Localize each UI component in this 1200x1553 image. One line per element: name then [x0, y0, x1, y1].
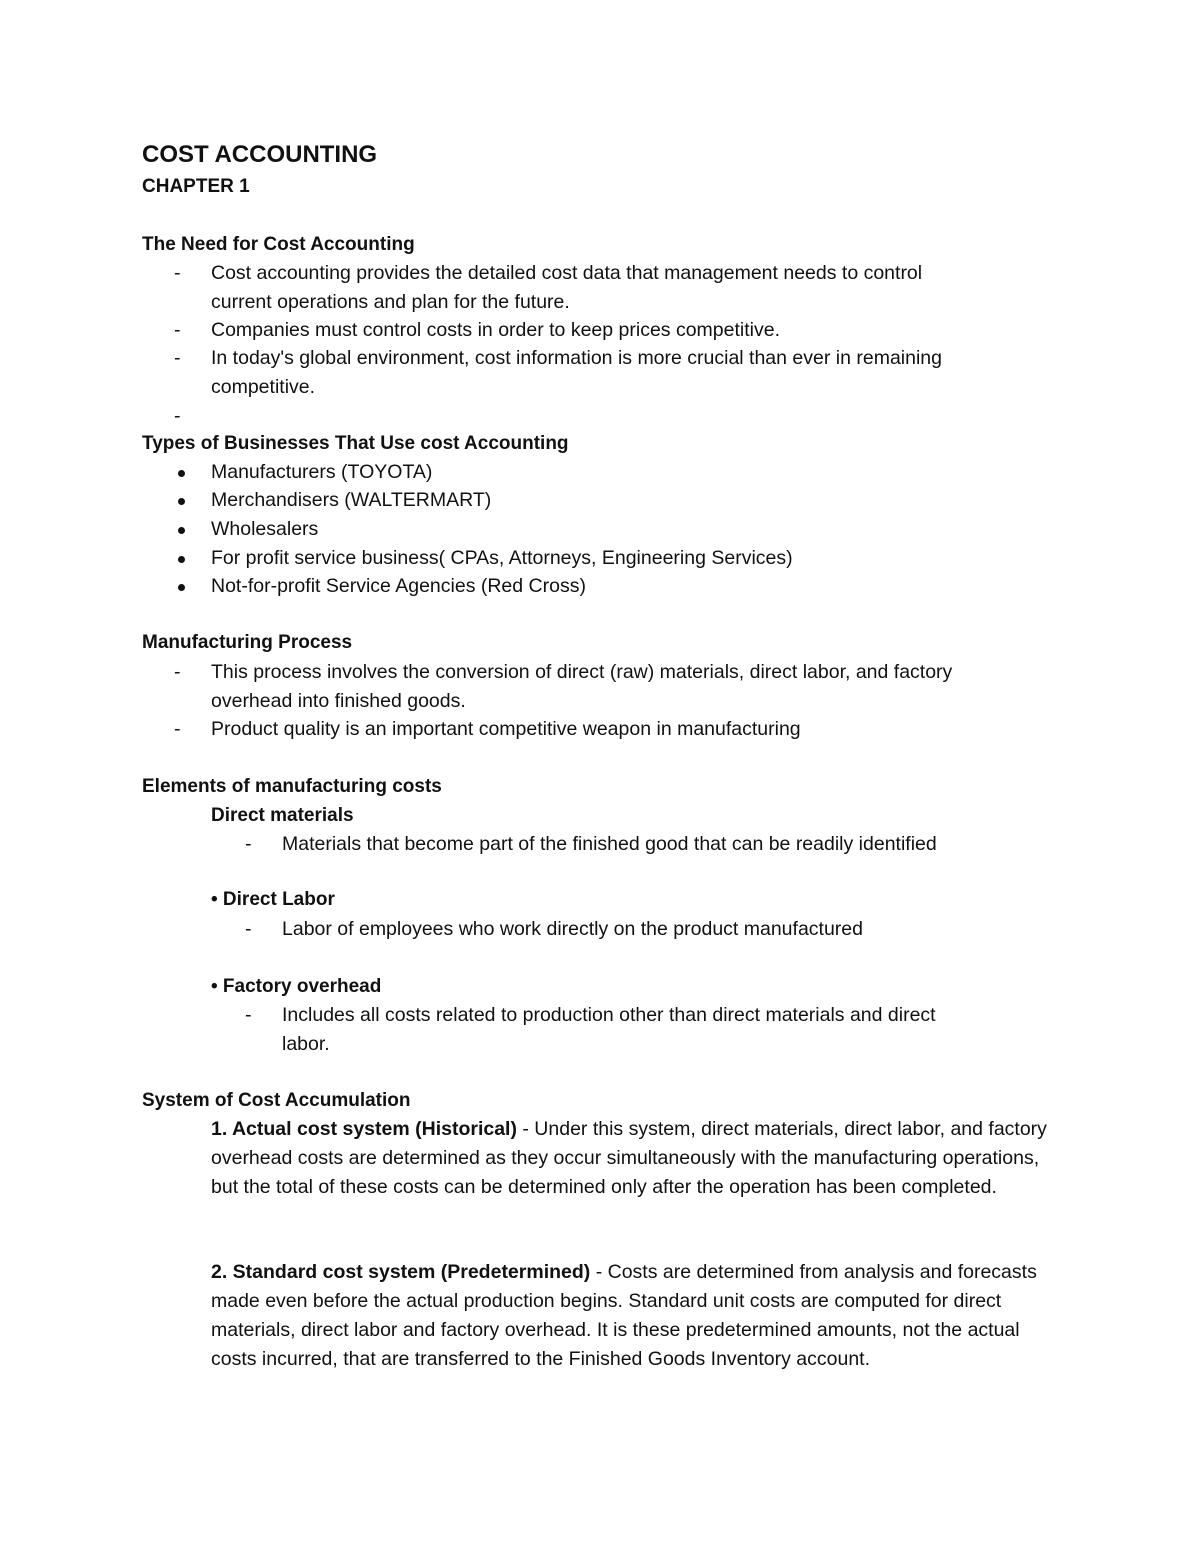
dash-marker: -	[245, 833, 252, 855]
chapter-label: CHAPTER 1	[142, 176, 250, 197]
bullet-icon	[178, 527, 185, 534]
list-item: Companies must control costs in order to keep prices competitive.	[211, 319, 780, 341]
list-item: Not-for-profit Service Agencies (Red Cross)	[211, 575, 586, 597]
section-heading-manufacturing: Manufacturing Process	[142, 632, 353, 653]
list-item: Includes all costs related to production other than direct materials and direct	[282, 1004, 936, 1026]
section-heading-types: Types of Businesses That Use cost Accounting	[142, 433, 569, 454]
element-direct-materials: Direct materials	[211, 805, 354, 826]
dash-marker: -	[174, 347, 181, 369]
list-item-continuation: labor.	[282, 1033, 330, 1055]
element-factory-overhead: • Factory overhead	[211, 976, 382, 997]
document-title: COST ACCOUNTING	[142, 141, 378, 168]
standard-cost-system-text: - Costs are determined from analysis and forecasts made even before the actual production begins. Standard unit costs are computed for direct materials, direct labor and factory overhead. It is these predetermined amounts, not the actual costs incurred, that are transferred to the Finished Goods Inventory account.	[211, 1261, 1037, 1370]
bullet-icon	[178, 498, 185, 505]
list-item-continuation: current operations and plan for the future.	[211, 291, 570, 313]
list-item: Manufacturers (TOYOTA)	[211, 461, 433, 483]
dash-marker: -	[174, 262, 181, 284]
actual-cost-system-label: 1. Actual cost system (Historical)	[211, 1118, 517, 1140]
dash-marker: -	[245, 918, 252, 940]
list-item: In today's global environment, cost information is more crucial than ever in remaining	[211, 347, 942, 369]
list-item: Cost accounting provides the detailed cost data that management needs to control	[211, 262, 923, 284]
list-item: Wholesalers	[211, 518, 319, 540]
list-item: This process involves the conversion of direct (raw) materials, direct labor, and factory	[211, 661, 953, 683]
standard-cost-system-paragraph	[211, 1258, 1051, 1374]
section-heading-system: System of Cost Accumulation	[142, 1090, 411, 1111]
dash-marker: -	[174, 718, 181, 740]
element-direct-labor: • Direct Labor	[211, 889, 335, 910]
bullet-icon	[178, 556, 185, 563]
list-item: Product quality is an important competitive weapon in manufacturing	[211, 718, 801, 740]
list-item: For profit service business( CPAs, Attorneys, Engineering Services)	[211, 547, 793, 569]
dash-marker: -	[174, 661, 181, 683]
actual-cost-system-paragraph	[211, 1115, 1051, 1202]
actual-cost-system-text: - Under this system, direct materials, direct labor, and factory overhead costs are determined as they occur simultaneously with the manufacturing operations, but the total of these costs can be determined only after the operation has been completed.	[211, 1118, 1047, 1198]
bullet-icon	[178, 584, 185, 591]
bullet-icon	[178, 470, 185, 477]
dash-marker: -	[174, 319, 181, 341]
list-item: Materials that become part of the finished good that can be readily identified	[282, 833, 937, 855]
list-item: Labor of employees who work directly on the product manufactured	[282, 918, 863, 940]
dash-marker: -	[174, 405, 181, 427]
section-heading-need: The Need for Cost Accounting	[142, 234, 415, 255]
list-item-continuation: competitive.	[211, 376, 316, 398]
standard-cost-system-label: 2. Standard cost system (Predetermined)	[211, 1261, 591, 1283]
list-item: Merchandisers (WALTERMART)	[211, 489, 492, 511]
list-item-continuation: overhead into finished goods.	[211, 690, 466, 712]
dash-marker: -	[245, 1004, 252, 1026]
section-heading-elements: Elements of manufacturing costs	[142, 776, 442, 797]
